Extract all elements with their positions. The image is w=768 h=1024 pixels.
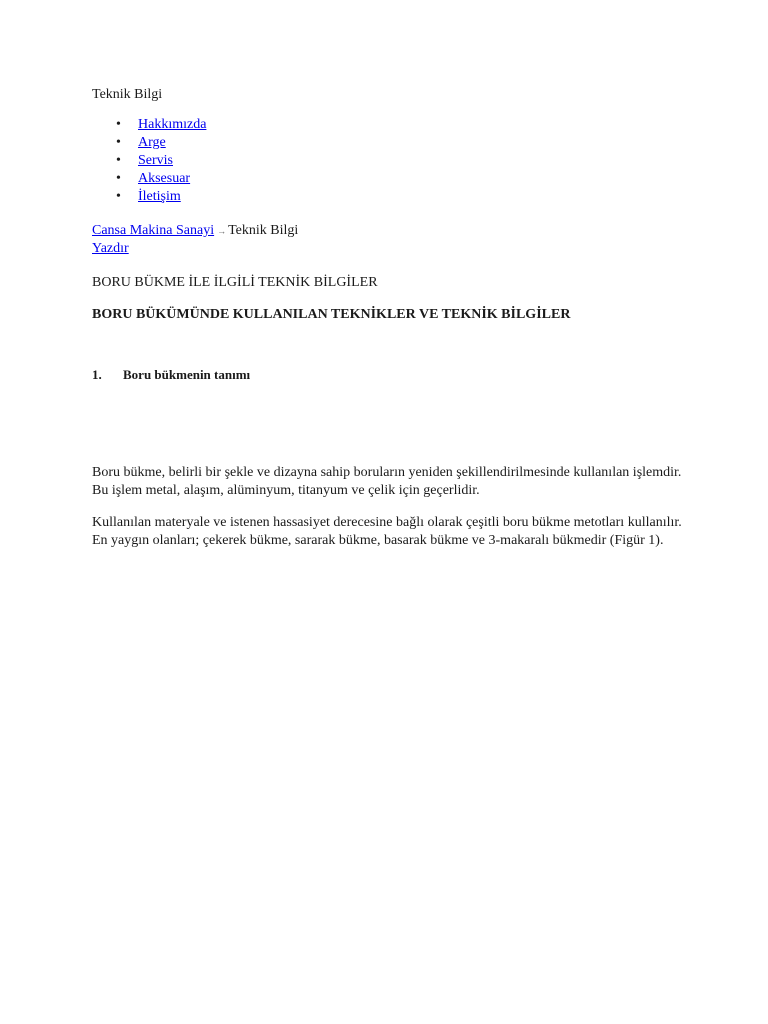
paragraph-definition: Boru bükme, belirli bir şekle ve dizayna sahip boruların yeniden şekillendirilmesinde kullanılan işlemdir. Bu işlem metal, alaşım, alüminyum, titanyum ve çelik için geçerlidir. (92, 465, 682, 498)
breadcrumb (92, 222, 682, 240)
nav-item-hakkimizda (92, 116, 682, 134)
document-heading: BORU BÜKÜMÜNDE KULLANILAN TEKNİKLER VE TEKNİK BİLGİLER (92, 307, 571, 322)
nav-link-servis[interactable]: Servis (138, 153, 173, 168)
numbered-subheading (92, 366, 682, 384)
document-page (92, 86, 682, 564)
nav-link-iletisim[interactable]: İletişim (138, 189, 181, 204)
nav-link-arge[interactable]: Arge (138, 135, 166, 150)
section-title: BORU BÜKME İLE İLGİLİ TEKNİK BİLGİLER (92, 275, 378, 290)
nav-item-servis (92, 152, 682, 170)
bullet-icon: • (116, 189, 121, 204)
bullet-icon: • (116, 117, 121, 132)
arrow-right-icon: → (217, 226, 227, 236)
bullet-icon: • (116, 171, 121, 186)
nav-link-hakkimizda[interactable]: Hakkımızda (138, 117, 207, 132)
subheading-number: 1. (92, 367, 102, 382)
paragraph-methods: Kullanılan materyale ve istenen hassasiyet derecesine bağlı olarak çeşitli boru bükme metotları kullanılır. En yaygın olanları; çekerek bükme, sararak bükme, basarak bükme ve 3-makaralı bükmedir (Figür 1). (92, 515, 682, 548)
nav-item-arge (92, 134, 682, 152)
nav-link-aksesuar[interactable]: Aksesuar (138, 171, 191, 186)
bullet-icon: • (116, 135, 121, 150)
print-link[interactable]: Yazdır (92, 241, 129, 256)
nav-item-aksesuar (92, 170, 682, 188)
subheading-text: Boru bükmenin tanımı (123, 367, 251, 382)
nav-item-iletisim (92, 188, 682, 206)
site-title: Teknik Bilgi (92, 87, 163, 102)
bullet-icon: • (116, 153, 121, 168)
breadcrumb-current: Teknik Bilgi (228, 223, 299, 238)
nav-menu (92, 116, 682, 206)
breadcrumb-home-link[interactable]: Cansa Makina Sanayi (92, 223, 215, 238)
